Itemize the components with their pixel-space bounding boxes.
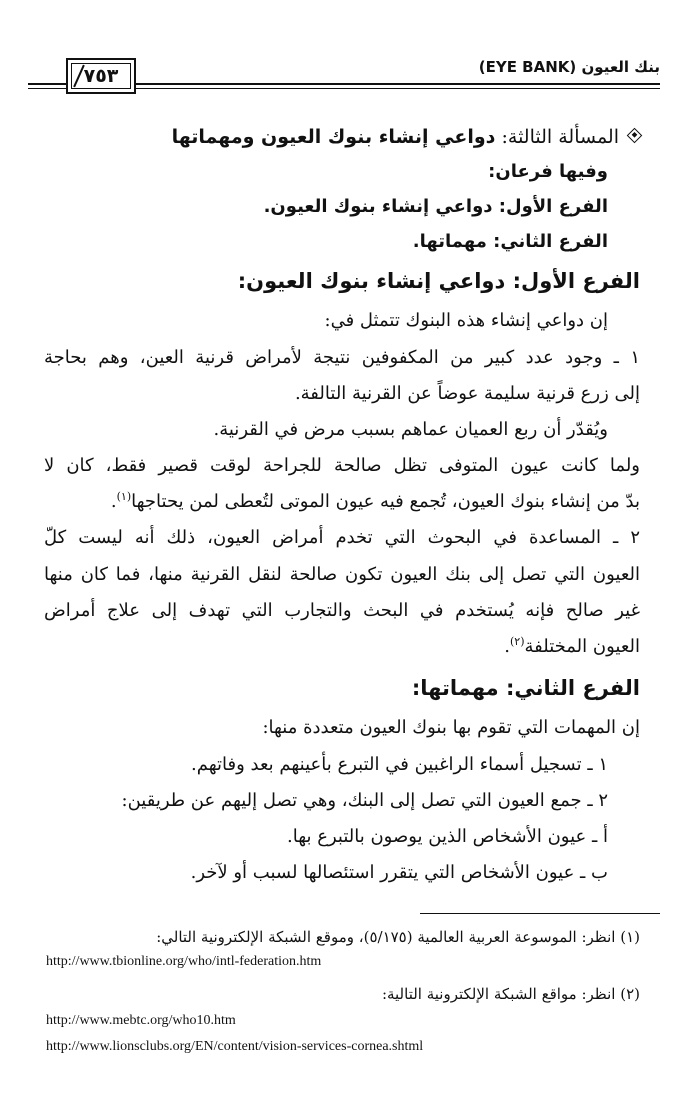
footnote-2-url-2: http://www.lionsclubs.org/EN/content/vision-services-cornea.shtml xyxy=(46,1039,424,1054)
footnote-separator xyxy=(420,913,660,914)
footnote-1-url: http://www.tbionline.org/who/intl-federation.htm xyxy=(46,954,322,969)
page-number: ٧٥٣ xyxy=(83,65,119,87)
section-intro: وفيها فرعان: xyxy=(488,161,608,182)
b1-item2-line3: غير صالح فإنه يُستخدم في البحث والتجارب التي تهدف إلى علاج أمراض xyxy=(44,600,640,621)
b1-item2-line4 xyxy=(504,634,640,660)
b1-item1-line5-text: بدّ من إنشاء بنوك العيون، تُجمع فيه عيون الموتى لتُعطى لمن يحتاجها xyxy=(131,491,640,512)
toc-branch-1: الفرع الأول: دواعي إنشاء بنوك العيون. xyxy=(263,196,608,217)
footnote-2: (٢) انظر: مواقع الشبكة الإلكترونية التالية: xyxy=(381,985,640,1003)
b2-item1: ١ ـ تسجيل أسماء الراغبين في التبرع بأعينهم بعد وفاتهم. xyxy=(191,754,608,775)
branch-2-intro: إن المهمات التي تقوم بها بنوك العيون متعددة منها: xyxy=(262,717,640,738)
footnote-ref-2: (٢) xyxy=(509,635,525,648)
b1-item2-line4-text: العيون المختلفة xyxy=(524,636,640,657)
section-title xyxy=(172,124,640,150)
diamond-bullet-icon xyxy=(627,128,643,144)
section-title-text: دواعي إنشاء بنوك العيون ومهماتها xyxy=(171,126,496,148)
b1-item1-line5-end: . xyxy=(110,491,117,512)
b2-item2: ٢ ـ جمع العيون التي تصل إلى البنك، وهي تصل إليهم عن طريقين: xyxy=(121,790,608,811)
footnote-2-url-1: http://www.mebtc.org/who10.htm xyxy=(46,1013,236,1028)
b2-item2a: أ ـ عيون الأشخاص الذين يوصون بالتبرع بها. xyxy=(286,826,608,847)
b1-item1-line1: ١ ـ وجود عدد كبير من المكفوفين نتيجة لأمراض قرنية العين، وهم بحاجة xyxy=(44,347,640,368)
footnote-1: (١) انظر: الموسوعة العربية العالمية (٥/١٧٥)، وموقع الشبكة الإلكترونية التالي: xyxy=(156,928,640,946)
b1-item2-line1: ٢ ـ المساعدة في البحوث التي تخدم أمراض العيون، ذلك أنه ليست كلّ xyxy=(44,527,640,548)
b2-item2b: ب ـ عيون الأشخاص التي يتقرر استئصالها لسبب أو لآخر. xyxy=(190,862,608,883)
footnote-ref-1: (١) xyxy=(116,490,132,503)
branch-1-heading: الفرع الأول: دواعي إنشاء بنوك العيون: xyxy=(237,269,640,293)
page-number-box xyxy=(66,58,136,94)
b1-item1-line3: ويُقدّر أن ربع العميان عماهم بسبب مرض في القرنية. xyxy=(213,419,608,440)
b1-item1-line5 xyxy=(111,489,640,515)
toc-branch-2: الفرع الثاني: مهماتها. xyxy=(412,231,608,252)
b1-item2-line2: العيون التي تصل إلى بنك العيون تكون صالحة لنقل القرنية منها، فما كان منها xyxy=(44,564,640,585)
branch-1-intro: إن دواعي إنشاء هذه البنوك تتمثل في: xyxy=(324,310,608,331)
b1-item1-line2: إلى زرع قرنية سليمة عوضاً عن القرنية التالفة. xyxy=(294,383,640,404)
b1-item2-line4-end: . xyxy=(504,636,510,657)
branch-2-heading: الفرع الثاني: مهماتها: xyxy=(411,676,640,700)
b1-item1-line4: ولما كانت عيون المتوفى تظل صالحة للجراحة لوقت قصير فقط، كان لا xyxy=(44,455,640,476)
running-title: بنك العيون (EYE BANK) xyxy=(478,58,660,76)
section-title-label: المسألة الثالثة: xyxy=(501,126,619,148)
